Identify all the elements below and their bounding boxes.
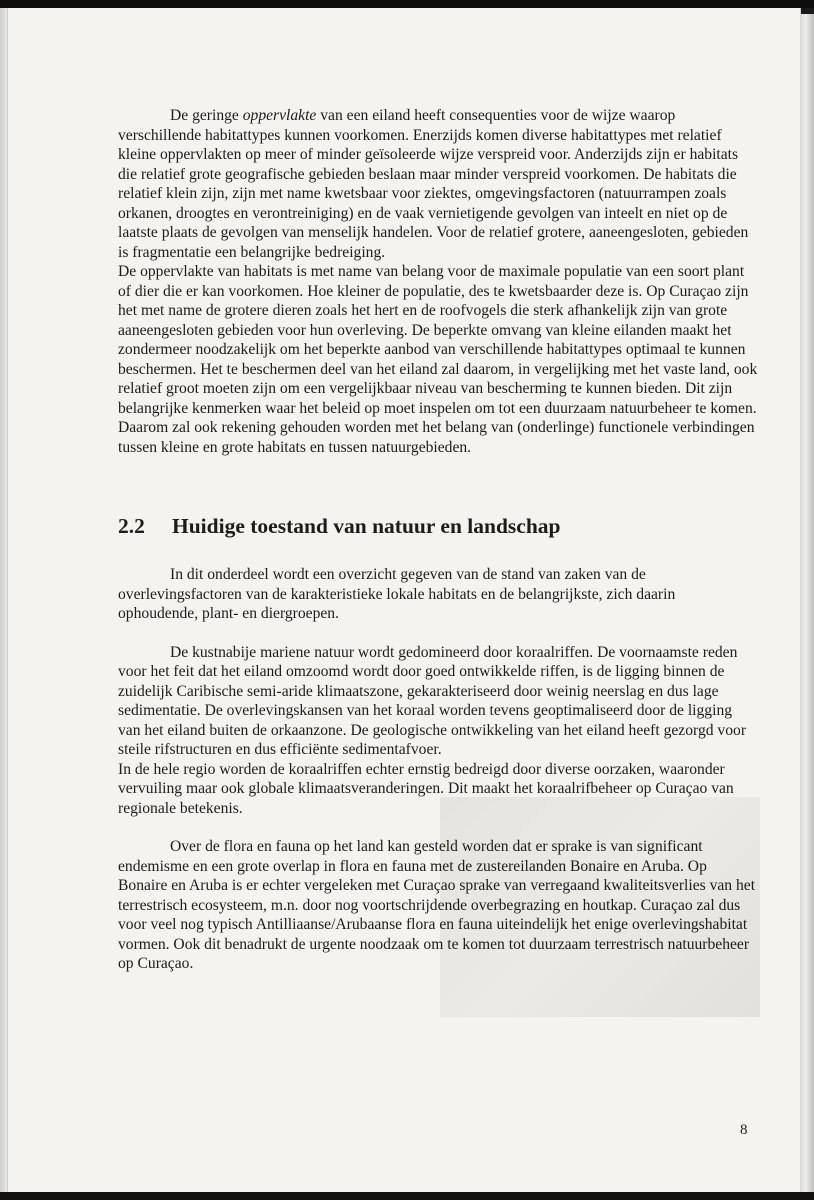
section-heading [118, 513, 758, 539]
page-edge-right [800, 14, 814, 1200]
paragraph-coral-reefs: De kustnabije mariene natuur wordt gedomineerd door koraalriffen. De voornaamste reden voor het feit dat het eiland omzoomd wordt door goed ontwikkelde riffen, is de ligging binnen de zuidelijk Caribische semi-aride klimaatszone, gekarakteriseerd door weinig neerslag en dus lage sedimentatie. De overlevingskansen van het koraal worden tevens geoptimaliseerd door de ligging van het eiland buiten de orkaanzone. De geologische ontwikkeling van het eiland heeft gezorgd voor steile rifstructuren en dus efficiënte sedimentafvoer. [118, 643, 747, 758]
paragraph-habitat-area: De geringe oppervlakte van een eiland heeft consequenties voor de wijze waarop verschillende habitattypes kunnen voorkomen. Enerzijds komen diverse habitattypes met relatief kleine oppervlakten op meer of minder geïsoleerde wijze verspreid voor. Anderzijds zijn er habitats die relatief grote geografische gebieden beslaan maar minder verspreid voorkomen. De habitats die relatief klein zijn, zijn met name kwetsbaar voor ziektes, omgevingsfactoren (natuurrampen zoals orkanen, droogtes en verontreiniging) en de vaak vernietigende gevolgen van inteelt en niet op de laatste plaats de gevolgen van menselijk handelen. Voor de relatief grotere, aaneengesloten, gebieden is fragmentatie een belangrijke bedreiging. [118, 107, 749, 261]
paragraph-flora-fauna: Over de flora en fauna op het land kan gesteld worden dat er sprake is van significant endemisme en een grote overlap in flora en fauna met de zustereilanden Bonaire en Aruba. Op Bonaire en Aruba is er echter vergeleken met Curaçao sprake van verregaand kwaliteitsverlies van het terrestrisch ecosysteem, m.n. door nog voortschrijdende overbegrazing en houtkap. Curaçao zal dus voor veel nog typisch Antilliaanse/Arubaanse flora en fauna uiteindelijk het enige overlevingshabitat vormen. Ook dit benadrukt de urgente noodzaak om te komen tot duurzaam terrestrisch natuurbeheer op Curaçao. [118, 838, 756, 972]
page-edge-left [0, 0, 8, 1200]
page-number: 8 [740, 1122, 748, 1138]
section-title: Huidige toestand van natuur en landschap [172, 514, 561, 538]
emphasized-term: oppervlakte [242, 107, 317, 124]
paragraph-overview: In dit onderdeel wordt een overzicht gegeven van de stand van zaken van de overlevingsfactoren van de karakteristieke lokale habitats en de belangrijkste, zich daarin ophoudende, plant- en diergroepen. [118, 566, 676, 622]
section-number: 2.2 [118, 514, 145, 538]
scan-border-top [0, 0, 814, 8]
paragraph-population: De oppervlakte van habitats is met name van belang voor de maximale populatie van een soort plant of dier die er kan voorkomen. Hoe kleiner de populatie, des te kwetsbaarder deze is. Op Curaçao zijn het met name de grotere dieren zoals het hert en de roofvogels die sterk afhankelijk zijn van grote aaneengesloten gebieden voor hun overleving. De beperkte omvang van kleine eilanden maakt het zondermeer noodzakelijk om het beperkte aanbod van verschillende habitattypes optimaal te kunnen beschermen. Het te beschermen deel van het eiland zal daarom, in vergelijking met het vaste land, ook relatief groot moeten zijn om een vergelijkbaar niveau van bescherming te kunnen bieden. Dit zijn belangrijke kenmerken waar het beleid op moet inspelen om tot een duurzaam natuurbeheer te komen. Daarom zal ook rekening gehouden worden met het belang van (onderlinge) functionele verbindingen tussen kleine en grote habitats en tussen natuurgebieden. [118, 263, 758, 456]
page-body [118, 106, 758, 974]
paragraph-reef-threats: In de hele regio worden de koraalriffen echter ernstig bedreigd door diverse oorzaken, waaronder vervuiling maar ook globale klimaatsveranderingen. Dit maakt het koraalrifbeheer op Curaçao van regionale betekenis. [118, 760, 734, 817]
scan-border-bottom [0, 1192, 814, 1200]
